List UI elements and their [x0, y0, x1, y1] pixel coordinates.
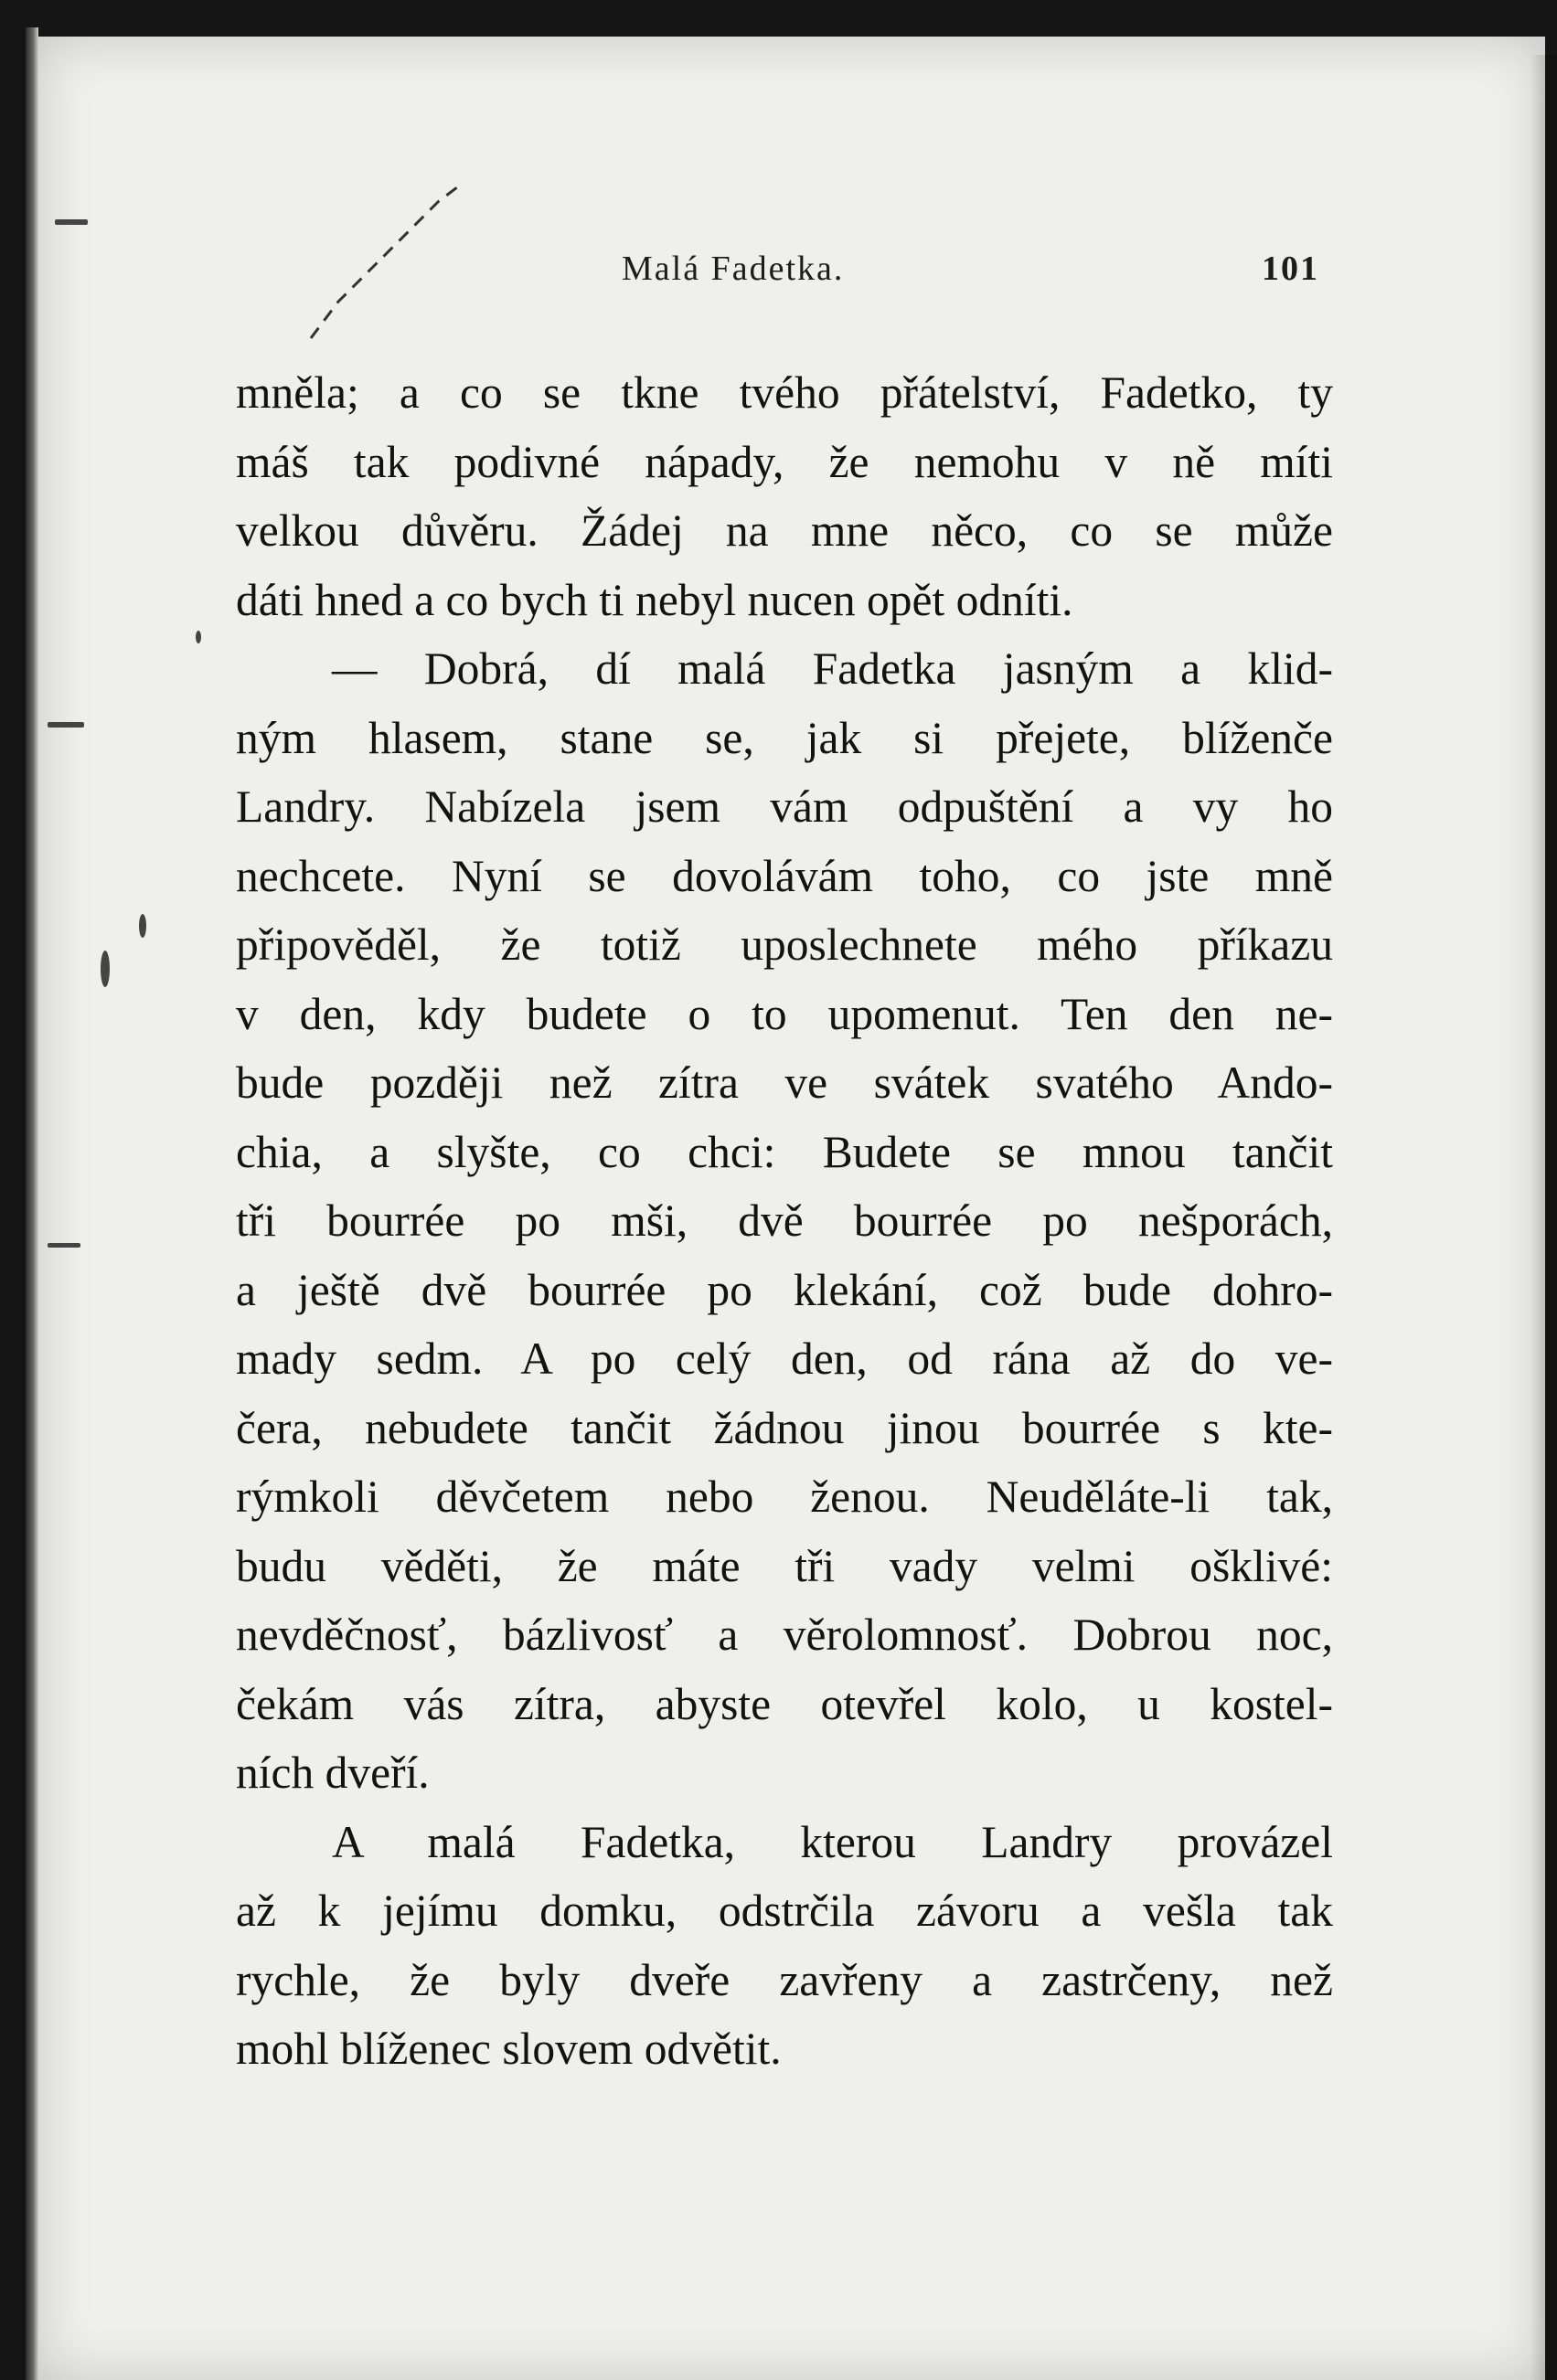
text-line: rýmkoli děvčetem nebo ženou. Neuděláte-li tak,	[236, 1472, 1333, 1522]
text-line: nechcete. Nyní se dovolávám toho, co jste mně	[236, 850, 1333, 901]
text-line: chia, a slyšte, co chci: Budete se mnou tančit	[236, 1126, 1333, 1177]
text-line: dáti hned a co bych ti nebyl nucen opět odníti.	[236, 574, 1073, 625]
ink-speck	[48, 1243, 80, 1248]
text-line: rychle, že byly dveře zavřeny a zastrčeny, než	[236, 1954, 1333, 2005]
text-line: nevděčnosť, bázlivosť a věrolomnosť. Dobrou noc,	[236, 1610, 1333, 1660]
text-line: tři bourrée po mši, dvě bourrée po nešporách,	[236, 1195, 1333, 1246]
text-line: bude později než zítra ve svátek svatého Ando-	[236, 1057, 1333, 1108]
page-number: 101	[1262, 250, 1319, 288]
ink-speck	[139, 914, 146, 938]
text-line: připověděl, že totiž uposlechnete mého příkazu	[236, 919, 1333, 970]
ink-speck	[101, 951, 110, 987]
ink-speck	[196, 631, 201, 643]
text-line: Landry. Nabízela jsem vám odpuštění a vy ho	[236, 781, 1333, 832]
text-line: mady sedm. A po celý den, od rána až do ve-	[236, 1333, 1333, 1384]
page-header	[0, 249, 1557, 294]
ink-speck	[48, 722, 84, 728]
binding-edge	[26, 27, 38, 2380]
text-line: mohl blíženec slovem odvětit.	[236, 2024, 782, 2074]
text-line: A malá Fadetka, kterou Landry provázel	[332, 1816, 1333, 1867]
text-line: čera, nebudete tančit žádnou jinou bourrée s kte-	[236, 1402, 1333, 1453]
text-line: mněla; a co se tkne tvého přátelství, Fadetko, ty	[236, 367, 1333, 418]
text-line: v den, kdy budete o to upomenut. Ten den ne-	[236, 988, 1333, 1039]
running-title: Malá Fadetka.	[622, 250, 845, 288]
text-line: a ještě dvě bourrée po klekání, což bude dohro-	[236, 1264, 1333, 1315]
text-line: ným hlasem, stane se, jak si přejete, blíženče	[236, 712, 1333, 763]
body-text	[236, 358, 1333, 2084]
ink-speck	[55, 219, 88, 225]
text-line: až k jejímu domku, odstrčila závoru a vešla tak	[236, 1886, 1333, 1936]
text-line: velkou důvěru. Žádej na mne něco, co se může	[236, 505, 1333, 556]
text-line: ních dveří.	[236, 1748, 430, 1798]
text-line: — Dobrá, dí malá Fadetka jasným a klid-	[332, 643, 1333, 694]
text-line: čekám vás zítra, abyste otevřel kolo, u kostel-	[236, 1678, 1333, 1729]
text-line: budu věděti, že máte tři vady velmi ošklivé:	[236, 1540, 1333, 1591]
text-line: máš tak podivné nápady, že nemohu v ně míti	[236, 436, 1333, 487]
page-shadow	[1530, 55, 1557, 2380]
